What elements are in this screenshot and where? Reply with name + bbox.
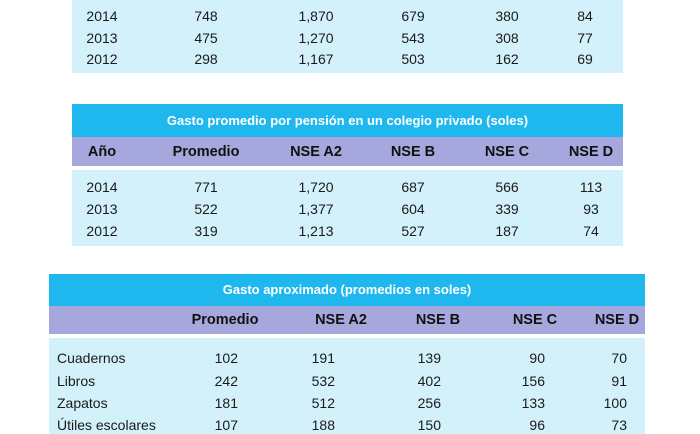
- table-2-header: NSE C: [484, 143, 530, 160]
- table-2-cell: 522: [194, 201, 218, 217]
- table-1-cell: 380: [495, 8, 519, 24]
- table-3-cell: 532: [311, 373, 335, 389]
- table-3-cell: 242: [214, 373, 238, 389]
- table-2-header: Año: [87, 143, 117, 160]
- table-2-cell: 566: [495, 179, 519, 195]
- table-3-row-label: Zapatos: [57, 395, 108, 411]
- table-2-cell: 1,213: [298, 223, 334, 239]
- table-2-cell: 74: [583, 223, 599, 239]
- table-1-cell: 543: [401, 30, 425, 46]
- table-2-cell: 2012: [86, 223, 118, 239]
- table-3-header: NSE C: [512, 312, 558, 328]
- table-1-cell: 503: [401, 51, 425, 67]
- table-3-header: NSE D: [594, 312, 640, 328]
- table-2-cell: 2013: [86, 201, 118, 217]
- table-3-row-label: Útiles escolares: [57, 417, 156, 433]
- table-3-cell: 107: [214, 417, 238, 433]
- table-3-cell: 150: [417, 417, 441, 433]
- table-1-cell: 1,870: [298, 8, 334, 24]
- table-1-cell: 308: [495, 30, 519, 46]
- table-2-title: Gasto promedio por pensión en un colegio privado (soles): [72, 104, 623, 137]
- table-2-header-row: [72, 137, 623, 166]
- table-2-cell: 687: [401, 179, 425, 195]
- table-3-row-label: Cuadernos: [57, 350, 126, 366]
- table-3-cell: 191: [311, 350, 335, 366]
- table-2-header: NSE D: [568, 143, 614, 160]
- table-1-cell: 679: [401, 8, 425, 24]
- table-1-cell: 69: [577, 51, 593, 67]
- table-3-cell: 139: [417, 350, 441, 366]
- table-1-cell: 298: [194, 51, 218, 67]
- table-2-cell: 771: [194, 179, 218, 195]
- table-3-cell: 96: [529, 417, 545, 433]
- table-3-body: [49, 338, 645, 434]
- table-1-cell: 2014: [86, 8, 118, 24]
- table-3: [49, 274, 645, 434]
- table-2-cell: 604: [401, 201, 425, 217]
- table-1-body: [72, 0, 623, 73]
- table-2-cell: 1,720: [298, 179, 334, 195]
- table-1-cell: 748: [194, 8, 218, 24]
- table-3-cell: 70: [611, 350, 627, 366]
- table-2-header: Promedio: [172, 143, 240, 160]
- table-1-cell: 84: [577, 8, 593, 24]
- table-3-cell: 402: [417, 373, 441, 389]
- table-2-cell: 2014: [86, 179, 118, 195]
- table-1-cell: 1,270: [298, 30, 334, 46]
- table-2-cell: 93: [583, 201, 599, 217]
- table-1-cell: 475: [194, 30, 218, 46]
- table-3-cell: 181: [214, 395, 238, 411]
- table-2-cell: 187: [495, 223, 519, 239]
- table-3-header: NSE A2: [315, 312, 367, 328]
- table-3-header: Promedio: [191, 312, 259, 328]
- table-3-cell: 91: [611, 373, 627, 389]
- table-1-cell: 2013: [86, 30, 118, 46]
- table-3-cell: 102: [214, 350, 238, 366]
- table-2-cell: 113: [579, 179, 603, 195]
- table-3-cell: 156: [521, 373, 545, 389]
- table-2: [72, 104, 623, 246]
- table-3-cell: 90: [529, 350, 545, 366]
- table-2-body: [72, 170, 623, 246]
- table-1: [72, 0, 623, 73]
- table-3-cell: 512: [311, 395, 335, 411]
- table-3-cell: 100: [603, 395, 627, 411]
- table-1-cell: 77: [577, 30, 593, 46]
- table-2-cell: 339: [495, 201, 519, 217]
- table-2-header: NSE A2: [290, 143, 342, 160]
- table-2-header: NSE B: [390, 143, 436, 160]
- table-1-cell: 2012: [86, 51, 118, 67]
- table-3-title: Gasto aproximado (promedios en soles): [49, 274, 645, 306]
- table-3-cell: 188: [311, 417, 335, 433]
- table-3-header-row: [49, 306, 645, 334]
- table-1-cell: 1,167: [298, 51, 334, 67]
- table-3-cell: 256: [417, 395, 441, 411]
- table-3-cell: 133: [521, 395, 545, 411]
- table-1-cell: 162: [495, 51, 519, 67]
- table-2-cell: 1,377: [298, 201, 334, 217]
- table-2-cell: 527: [401, 223, 425, 239]
- table-3-header: NSE B: [415, 312, 461, 328]
- table-2-cell: 319: [194, 223, 218, 239]
- table-3-cell: 73: [611, 417, 627, 433]
- table-3-row-label: Libros: [57, 373, 96, 389]
